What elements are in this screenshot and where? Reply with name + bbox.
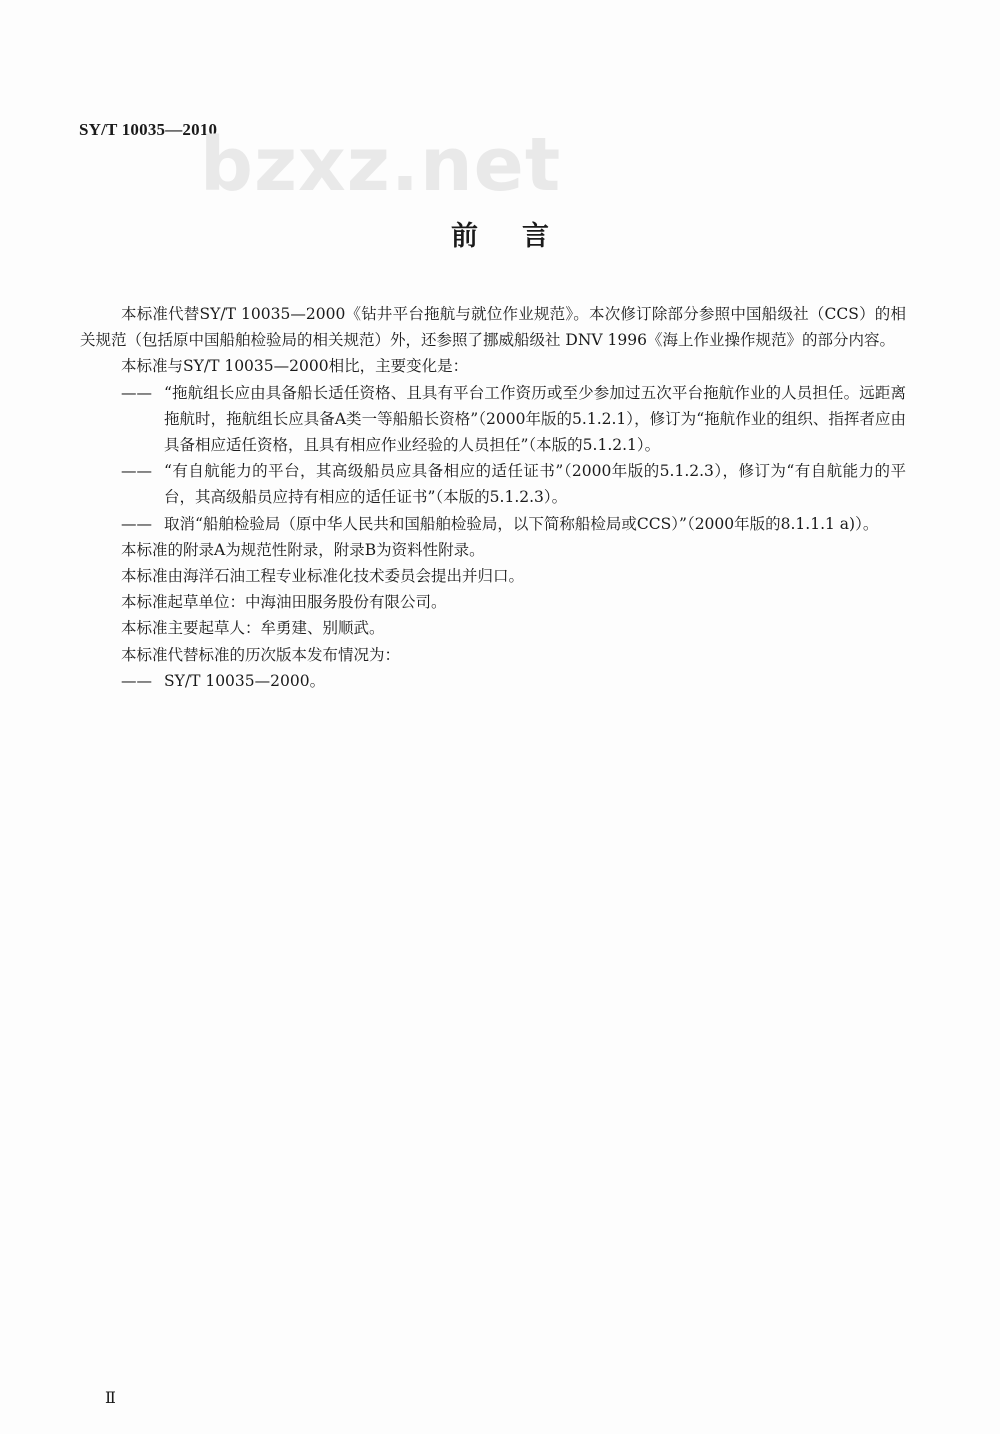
history-item [80,668,906,694]
change-item-text: “有自航能力的平台，其高级船员应具备相应的适任证书”（2000年版的5.1.2.3），修订为“有自航能力的平台，其高级船员应持有相应的适任证书”（本版的5.1.2.3）。 [164,462,906,507]
change-item-text: “拖航组长应由具备船长适任资格、且具有平台工作资历或至少参加过五次平台拖航作业的人员担任。远距离拖航时，拖航组长应具备A类一等船船长资格”（2000年版的5.1.2.1），修订为“拖航作业的组织、指挥者应由具备相应适任资格，且具有相应作业经验的人员担任”（本版的5.1.2.1）。 [164,383,906,455]
paragraph-drafters: 本标准主要起草人：牟勇建、别顺武。 [121,619,385,638]
history-item-text: SY/T 10035—2000。 [164,671,326,690]
paragraph-replacement: 本标准代替SY/T 10035—2000《钻井平台拖航与就位作业规范》。本次修订除部分参照中国船级社（CCS）的相关规范（包括原中国船舶检验局的相关规范）外，还参照了挪威船级社 DNV 1996《海上作业操作规范》的部分内容。 [80,305,906,350]
watermark-text: bzxz.net [200,122,562,208]
dash-marker: —— [121,462,152,481]
dash-marker: —— [121,383,152,402]
standard-code-header: SY/T 10035—2010 [79,120,218,139]
foreword-body [80,301,906,694]
change-item-2 [80,458,906,510]
page-number: Ⅱ [105,1390,116,1407]
paragraph-history-intro: 本标准代替标准的历次版本发布情况为： [121,645,401,664]
change-item-text: 取消“船舶检验局（原中华人民共和国船舶检验局，以下简称船检局或CCS）”（2000年版的8.1.1.1 a)）。 [164,514,879,533]
change-item-1 [80,380,906,459]
change-item-3 [80,511,906,537]
paragraph-changes-intro: 本标准与SY/T 10035—2000相比，主要变化是： [121,357,469,376]
dash-marker: —— [121,671,152,690]
dash-marker: —— [121,514,152,533]
paragraph-appendix: 本标准的附录A为规范性附录，附录B为资料性附录。 [121,540,485,559]
paragraph-drafting-unit: 本标准起草单位：中海油田服务股份有限公司。 [121,593,447,612]
page-title: 前言 [451,221,593,252]
paragraph-proposer: 本标准由海洋石油工程专业标准化技术委员会提出并归口。 [121,567,525,586]
